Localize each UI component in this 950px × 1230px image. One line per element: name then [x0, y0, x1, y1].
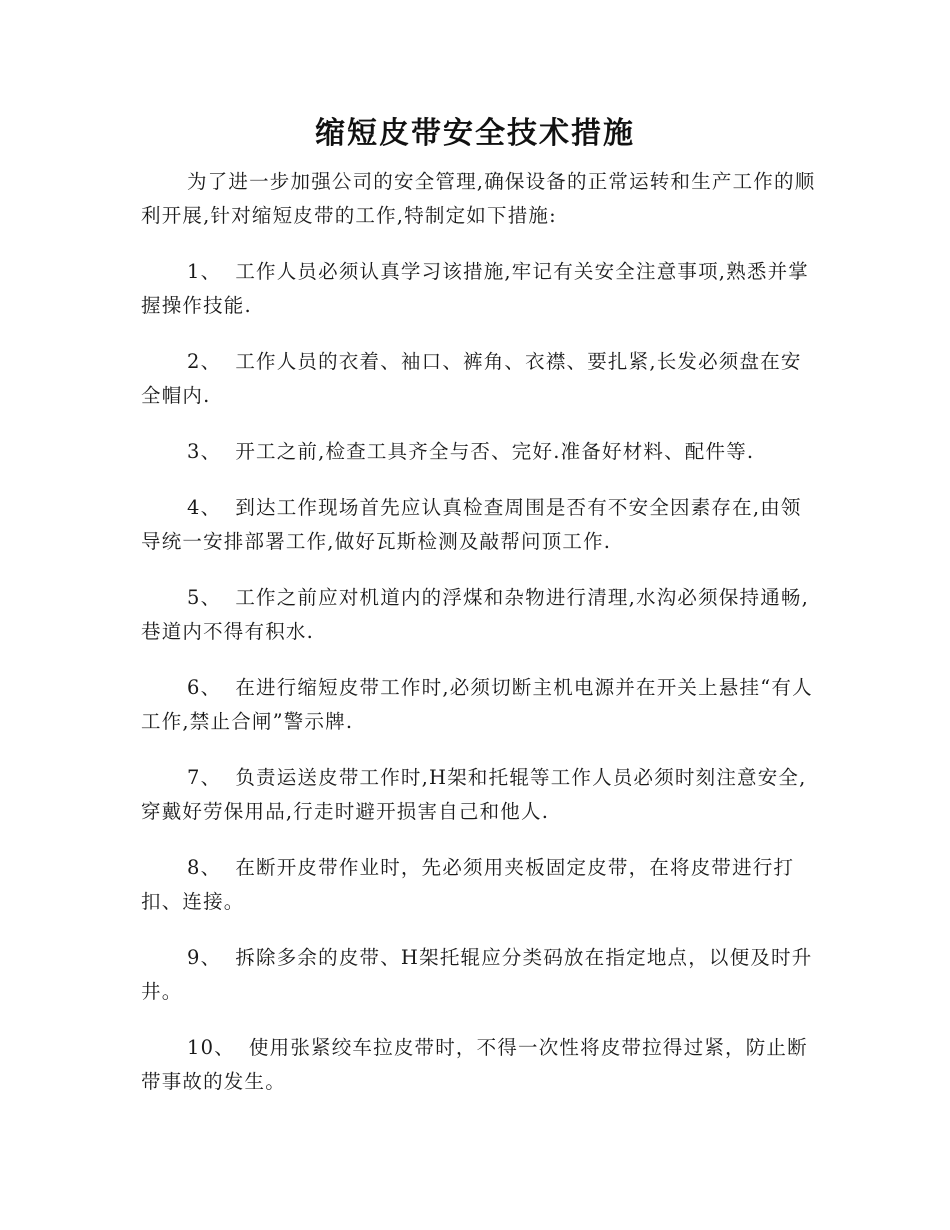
measure-item-9 — [141, 941, 816, 1009]
item-text: 开工之前,检查工具齐全与否、完好.准备好材料、配件等. — [235, 440, 755, 463]
item-text: 到达工作现场首先应认真检查周围是否有不安全因素存在,由领导统一安排部署工作,做好瓦斯检测及敲帮问顶工作. — [141, 496, 802, 553]
item-number: 5、 — [187, 586, 222, 609]
measure-item-4 — [141, 491, 816, 559]
item-number: 10、 — [187, 1036, 235, 1059]
item-text: 负责运送皮带工作时,H架和托辊等工作人员必须时刻注意安全,穿戴好劳保用品,行走时避开损害自己和他人. — [141, 766, 807, 823]
item-text: 使用张紧绞车拉皮带时，不得一次性将皮带拉得过紧，防止断带事故的发生。 — [141, 1036, 808, 1093]
item-text: 在进行缩短皮带工作时,必须切断主机电源并在开关上悬挂“有人工作,禁止合闸”警示牌. — [141, 676, 813, 733]
document-title: 缩短皮带安全技术措施 — [315, 116, 635, 151]
item-number: 3、 — [187, 440, 222, 463]
item-number: 4、 — [187, 496, 222, 519]
item-text: 拆除多余的皮带、H架托辊应分类码放在指定地点，以便及时升井。 — [141, 946, 813, 1003]
item-text: 在断开皮带作业时，先必须用夹板固定皮带，在将皮带进行打扣、连接。 — [141, 856, 795, 913]
measure-item-10 — [141, 1031, 816, 1099]
measure-item-7 — [141, 761, 816, 829]
item-text: 工作人员必须认真学习该措施,牢记有关安全注意事项,熟悉并掌握操作技能. — [141, 260, 810, 317]
item-number: 8、 — [187, 856, 222, 879]
measure-item-6 — [141, 671, 816, 739]
measure-item-2 — [141, 345, 816, 413]
measure-item-5 — [141, 581, 816, 649]
item-number: 7、 — [187, 766, 222, 789]
item-text: 工作人员的衣着、袖口、裤角、衣襟、要扎紧,长发必须盘在安全帽内. — [141, 350, 802, 407]
item-number: 2、 — [187, 350, 222, 373]
document-body — [141, 165, 816, 1121]
measure-item-1 — [141, 255, 816, 323]
item-text: 工作之前应对机道内的浮煤和杂物进行清理,水沟必须保持通畅,巷道内不得有积水. — [141, 586, 810, 643]
intro-paragraph: 为了进一步加强公司的安全管理,确保设备的正常运转和生产工作的顺利开展,针对缩短皮带的工作,特制定如下措施: — [141, 170, 816, 227]
item-number: 6、 — [187, 676, 222, 699]
item-number: 1、 — [187, 260, 222, 283]
item-number: 9、 — [187, 946, 222, 969]
measure-item-3 — [141, 435, 816, 469]
measure-item-8 — [141, 851, 816, 919]
